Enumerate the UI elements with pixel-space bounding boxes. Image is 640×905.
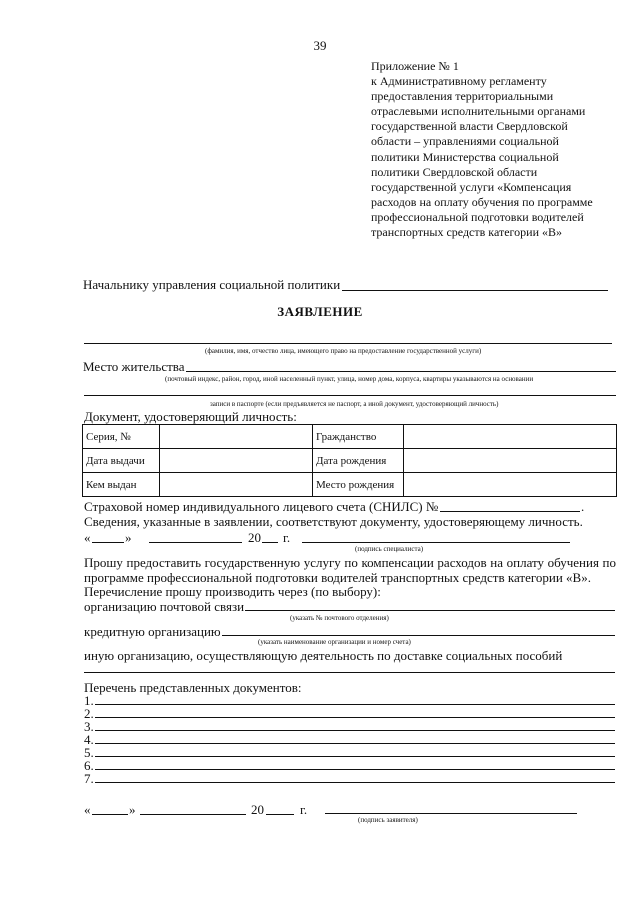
doc-field-6[interactable] bbox=[95, 769, 615, 770]
issue-date-label: Дата выдачи bbox=[83, 449, 160, 473]
doc-field-2[interactable] bbox=[95, 717, 615, 718]
doc-number: 4. bbox=[84, 732, 94, 747]
date1-day-field[interactable] bbox=[92, 542, 124, 543]
birth-date-value[interactable] bbox=[404, 449, 617, 473]
id-document-table bbox=[82, 424, 617, 497]
doc-number: 6. bbox=[84, 758, 94, 773]
snils-dot: . bbox=[581, 499, 585, 514]
doc-number: 5. bbox=[84, 745, 94, 760]
credit-org-hint: (указать наименование организации и номер счета) bbox=[258, 638, 411, 646]
addressee-label: Начальнику управления социальной политики bbox=[83, 277, 341, 292]
date1-close-quote: » bbox=[125, 530, 132, 545]
post-org-field[interactable] bbox=[245, 610, 615, 611]
birth-date-label: Дата рождения bbox=[313, 449, 404, 473]
table-row bbox=[83, 473, 617, 497]
post-office-hint: (указать № почтового отделения) bbox=[290, 614, 389, 622]
applicant-signature-field[interactable] bbox=[325, 813, 577, 814]
date1-month-field[interactable] bbox=[149, 542, 242, 543]
appendix-line: государственной услуги «Компенсация bbox=[371, 179, 572, 194]
post-org-label: организацию почтовой связи bbox=[84, 599, 245, 614]
birth-place-value[interactable] bbox=[404, 473, 617, 497]
appendix-line: политики Свердловской области bbox=[371, 164, 538, 179]
doc-field-4[interactable] bbox=[95, 743, 615, 744]
date1-open-quote: « bbox=[84, 530, 91, 545]
specialist-signature-field[interactable] bbox=[302, 542, 570, 543]
date2-year-suffix: г. bbox=[300, 802, 308, 817]
conformity-statement: Сведения, указанные в заявлении, соответствуют документу, удостоверяющему личность. bbox=[84, 514, 583, 529]
request-text: Прошу предоставить государственную услугу по компенсации расходов на оплату обучения по программе профессиональной подготовки водителей транспортных средств категории «В». bbox=[84, 555, 616, 585]
citizenship-label: Гражданство bbox=[313, 425, 404, 449]
address-hint-1: (почтовый индекс, район, город, иной населенный пункт, улица, номер дома, корпуса, квартиры указываются на основании bbox=[165, 375, 534, 383]
snils-field[interactable] bbox=[440, 511, 580, 512]
doc-number: 7. bbox=[84, 771, 94, 786]
table-row bbox=[83, 449, 617, 473]
doc-field-3[interactable] bbox=[95, 730, 615, 731]
appendix-line: к Административному регламенту bbox=[371, 74, 547, 89]
doc-number: 2. bbox=[84, 706, 94, 721]
other-org-field[interactable] bbox=[84, 672, 615, 673]
residence-field[interactable] bbox=[186, 371, 616, 372]
date2-day-field[interactable] bbox=[92, 814, 128, 815]
doc-field-1[interactable] bbox=[95, 704, 615, 705]
residence-label: Место жительства bbox=[83, 359, 185, 374]
snils-label: Страховой номер индивидуального лицевого счета (СНИЛС) № bbox=[84, 499, 439, 514]
transfer-label: Перечисление прошу производить через (по выбору): bbox=[84, 584, 381, 599]
issued-by-value[interactable] bbox=[160, 473, 313, 497]
applicant-signature-hint: (подпись заявителя) bbox=[358, 816, 418, 824]
appendix-line: предоставления территориальными bbox=[371, 89, 554, 104]
date1-year-suffix: г. bbox=[283, 530, 291, 545]
page-number: 39 bbox=[313, 38, 327, 53]
date1-year-prefix: 20 bbox=[248, 530, 261, 545]
appendix-line: профессиональной подготовки водителей bbox=[371, 209, 584, 224]
birth-place-label: Место рождения bbox=[313, 473, 404, 497]
series-value[interactable] bbox=[160, 425, 313, 449]
date2-month-field[interactable] bbox=[140, 814, 246, 815]
fio-field[interactable] bbox=[84, 343, 612, 344]
doc-number: 1. bbox=[84, 693, 94, 708]
residence-field-2[interactable] bbox=[84, 395, 616, 396]
addressee-field[interactable] bbox=[342, 290, 608, 291]
appendix-line: отраслевыми исполнительными органами bbox=[371, 104, 586, 119]
series-label: Серия, № bbox=[83, 425, 160, 449]
issue-date-value[interactable] bbox=[160, 449, 313, 473]
date2-year-prefix: 20 bbox=[251, 802, 264, 817]
doc-number: 3. bbox=[84, 719, 94, 734]
appendix-line: Приложение № 1 bbox=[371, 59, 459, 73]
credit-org-label: кредитную организацию bbox=[84, 624, 221, 639]
table-row bbox=[83, 425, 617, 449]
specialist-signature-hint: (подпись специалиста) bbox=[355, 545, 424, 553]
appendix-line: государственной власти Свердловской bbox=[371, 119, 568, 134]
date1-year-field[interactable] bbox=[262, 542, 278, 543]
issued-by-label: Кем выдан bbox=[83, 473, 160, 497]
appendix-line: политики Министерства социальной bbox=[371, 149, 559, 164]
appendix-line: расходов на оплату обучения по программе bbox=[371, 194, 593, 209]
date2-year-field[interactable] bbox=[266, 814, 294, 815]
appendix-line: транспортных средств категории «В» bbox=[371, 225, 562, 240]
appendix-header bbox=[371, 59, 621, 240]
doc-field-5[interactable] bbox=[95, 756, 615, 757]
date2-close-quote: » bbox=[129, 802, 136, 817]
citizenship-value[interactable] bbox=[404, 425, 617, 449]
appendix-line: области – управлениями социальной bbox=[371, 134, 559, 149]
credit-org-field[interactable] bbox=[222, 635, 615, 636]
date2-open-quote: « bbox=[84, 802, 91, 817]
fio-hint: (фамилия, имя, отчество лица, имеющего право на предоставление государственной услуги) bbox=[205, 347, 482, 355]
doc-field-7[interactable] bbox=[95, 782, 615, 783]
documents-list-label: Перечень представленных документов: bbox=[84, 680, 302, 695]
id-document-label: Документ, удостоверяющий личность: bbox=[84, 409, 297, 424]
document-title: ЗАЯВЛЕНИЕ bbox=[277, 304, 363, 319]
other-org-label: иную организацию, осуществляющую деятельность по доставке социальных пособий bbox=[84, 648, 563, 663]
address-hint-2: записи в паспорте (если предъявляется не паспорт, а иной документ, удостоверяющий личность) bbox=[210, 400, 499, 408]
